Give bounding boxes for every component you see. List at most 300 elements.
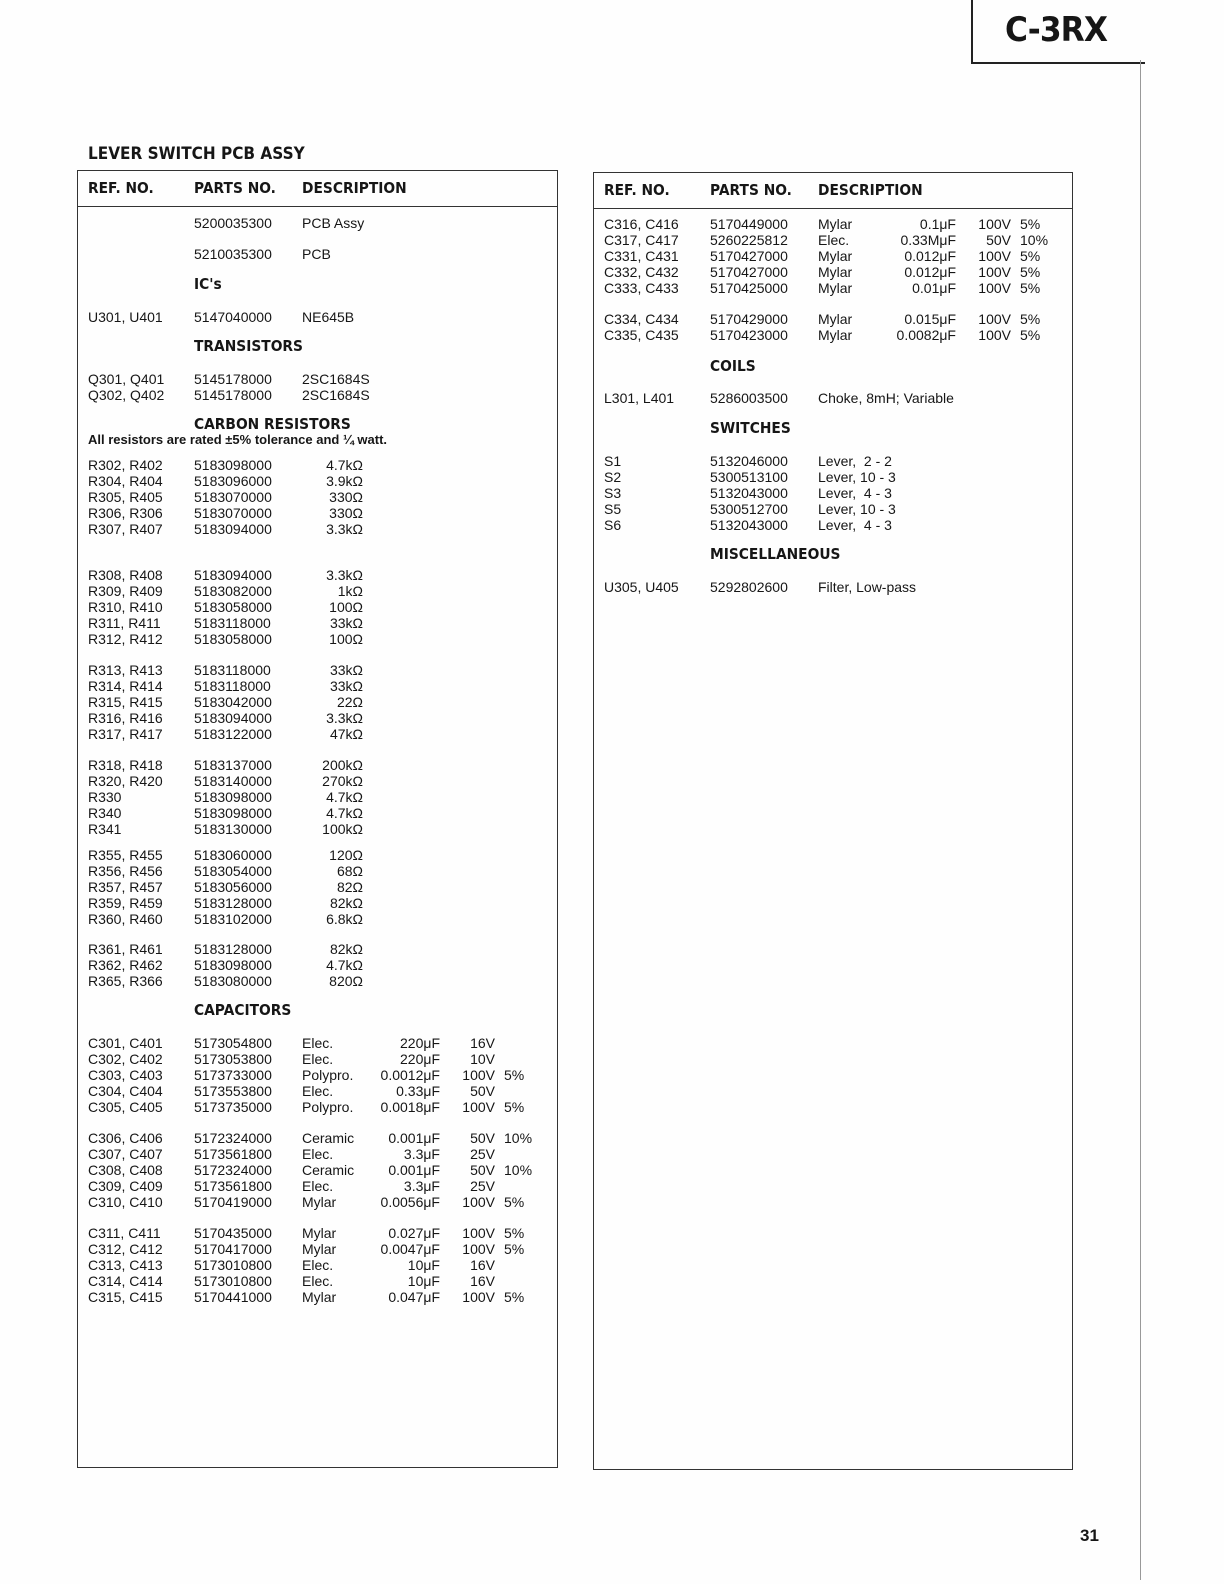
parts-no: 5183118000 — [194, 614, 271, 631]
description: Choke, 8mH; Variable — [818, 390, 954, 406]
transistor-row — [78, 387, 557, 403]
cap-voltage: 100V — [462, 1288, 495, 1305]
parts-no: 5183082000 — [194, 582, 272, 599]
ref-no: U301, U401 — [88, 309, 163, 325]
cap-type: Elec. — [302, 1082, 334, 1099]
section-title: LEVER SWITCH PCB ASSY — [88, 144, 305, 164]
description: Lever, 10 - 3 — [818, 468, 896, 485]
resistor-row — [78, 662, 557, 678]
resistor-row — [78, 821, 557, 837]
ref-no: C313, C413 — [88, 1256, 163, 1273]
coils-heading: COILS — [710, 357, 756, 375]
ref-no: R306, R306 — [88, 504, 163, 521]
cap-type: Mylar — [818, 279, 853, 296]
switch-row — [594, 517, 1072, 533]
parts-no: 5145178000 — [194, 371, 272, 387]
cap-voltage: 100V — [978, 279, 1011, 296]
cap-voltage: 100V — [978, 247, 1011, 264]
capacitors-heading: CAPACITORS — [194, 1001, 292, 1019]
ref-no: R308, R408 — [88, 567, 163, 583]
right-parts-panel — [593, 172, 1073, 1470]
ref-no: S2 — [604, 468, 622, 485]
cap-value: 220μF — [400, 1050, 440, 1067]
parts-no: 5183098000 — [194, 457, 272, 473]
resistance-value: 100kΩ — [322, 820, 363, 837]
ref-no: R313, R413 — [88, 662, 163, 678]
ref-no: R307, R407 — [88, 520, 163, 537]
cap-value: 0.01μF — [912, 279, 956, 296]
parts-no: 5183130000 — [194, 820, 272, 837]
description: Lever, 10 - 3 — [818, 500, 896, 517]
cap-value: 0.012μF — [904, 247, 956, 264]
parts-no: 5200035300 — [194, 215, 272, 231]
ref-no: S6 — [604, 516, 622, 533]
capacitor-row — [78, 1194, 557, 1210]
ref-no: R340 — [88, 804, 122, 821]
cap-tolerance: 5% — [504, 1288, 525, 1305]
description: Filter, Low-pass — [818, 579, 917, 595]
switches-heading: SWITCHES — [710, 419, 791, 437]
capacitor-row — [78, 1083, 557, 1099]
cap-tolerance: 10% — [504, 1161, 533, 1178]
cap-value: 0.0012μF — [380, 1066, 440, 1083]
parts-no: 5173733000 — [194, 1066, 272, 1083]
parts-no: 5170423000 — [710, 326, 788, 343]
cap-type: Elec. — [818, 231, 850, 248]
capacitor-row — [78, 1162, 557, 1178]
parts-no: 5183070000 — [194, 488, 272, 505]
ref-no: C307, C407 — [88, 1145, 163, 1162]
ref-no: R330 — [88, 788, 122, 805]
cap-type: Polypro. — [302, 1066, 354, 1083]
cap-type: Mylar — [302, 1193, 337, 1210]
ref-no: C310, C410 — [88, 1193, 163, 1210]
resistor-row — [78, 521, 557, 537]
cap-value: 0.33μF — [396, 1082, 440, 1099]
parts-no: 5183094000 — [194, 567, 272, 583]
header-description: DESCRIPTION — [302, 179, 407, 197]
resistance-value: 33kΩ — [329, 677, 363, 694]
cap-value: 0.1μF — [919, 216, 956, 232]
resistance-value: 3.3kΩ — [326, 709, 363, 726]
ref-no: L301, L401 — [604, 390, 675, 406]
pcb-row — [78, 246, 557, 262]
cap-voltage: 100V — [462, 1066, 495, 1083]
parts-no: 5183056000 — [194, 878, 272, 895]
resistor-row — [78, 473, 557, 489]
cap-tolerance: 5% — [504, 1225, 525, 1241]
cap-value: 3.3μF — [403, 1145, 440, 1162]
parts-no: 5132046000 — [710, 453, 788, 469]
transistors-heading: TRANSISTORS — [194, 337, 304, 355]
resistance-value: 1kΩ — [337, 582, 363, 599]
resistance-value: 100Ω — [329, 630, 363, 647]
misc-row — [594, 579, 1072, 595]
ref-no: C314, C414 — [88, 1272, 163, 1289]
resistor-rating-note: All resistors are rated ±5% tolerance and ¼ watt. — [88, 432, 388, 447]
capacitor-row — [78, 1146, 557, 1162]
parts-no: 5172324000 — [194, 1130, 272, 1146]
description: 2SC1684S — [302, 386, 370, 403]
parts-no: 5183054000 — [194, 862, 272, 879]
ref-no: C305, C405 — [88, 1098, 163, 1115]
ref-no: R357, R457 — [88, 878, 163, 895]
parts-no: 5183042000 — [194, 693, 272, 710]
cap-voltage: 100V — [462, 1098, 495, 1115]
resistance-value: 200kΩ — [322, 757, 363, 773]
description: Lever, 4 - 3 — [818, 516, 892, 533]
ref-no: R362, R462 — [88, 956, 163, 973]
cap-tolerance: 5% — [504, 1240, 525, 1257]
cap-type: Elec. — [302, 1177, 334, 1194]
capacitor-row — [78, 1241, 557, 1257]
cap-type: Mylar — [818, 247, 853, 264]
cap-value: 0.0082μF — [896, 326, 956, 343]
parts-no: 5183140000 — [194, 772, 272, 789]
capacitor-row — [594, 311, 1072, 327]
cap-voltage: 16V — [470, 1035, 495, 1051]
resistor-row — [78, 789, 557, 805]
parts-no: 5183060000 — [194, 847, 272, 863]
resistor-row — [78, 599, 557, 615]
parts-no: 5183094000 — [194, 709, 272, 726]
ref-no: R341 — [88, 820, 122, 837]
capacitor-row — [78, 1273, 557, 1289]
parts-no: 5170419000 — [194, 1193, 272, 1210]
resistor-row — [78, 678, 557, 694]
parts-no: 5170441000 — [194, 1288, 272, 1305]
capacitor-row — [78, 1099, 557, 1115]
cap-tolerance: 5% — [504, 1098, 525, 1115]
header-description: DESCRIPTION — [818, 181, 923, 199]
ref-no: R318, R418 — [88, 757, 163, 773]
cap-tolerance: 5% — [1020, 216, 1041, 232]
resistance-value: 68Ω — [336, 862, 363, 879]
resistance-value: 22Ω — [336, 693, 363, 710]
ref-no: R305, R405 — [88, 488, 163, 505]
ref-no: C304, C404 — [88, 1082, 163, 1099]
parts-no: 5286003500 — [710, 390, 788, 406]
resistance-value: 4.7kΩ — [326, 804, 363, 821]
resistance-value: 82Ω — [336, 878, 363, 895]
cap-tolerance: 5% — [1020, 279, 1041, 296]
switch-row — [594, 501, 1072, 517]
ref-no: S5 — [604, 500, 622, 517]
capacitor-row — [78, 1067, 557, 1083]
cap-tolerance: 5% — [504, 1193, 525, 1210]
parts-no: 5183122000 — [194, 725, 272, 742]
cap-value: 0.047μF — [388, 1288, 440, 1305]
parts-no: 5183118000 — [194, 677, 271, 694]
parts-no: 5183080000 — [194, 972, 272, 989]
resistor-row — [78, 941, 557, 957]
parts-no: 5170427000 — [710, 247, 788, 264]
cap-type: Mylar — [818, 216, 853, 232]
parts-no: 5260225812 — [710, 231, 788, 248]
cap-voltage: 50V — [470, 1130, 495, 1146]
parts-no: 5145178000 — [194, 386, 272, 403]
cap-tolerance: 5% — [1020, 311, 1041, 327]
resistance-value: 330Ω — [329, 488, 363, 505]
ref-no: R312, R412 — [88, 630, 163, 647]
description: Lever, 2 - 2 — [818, 453, 892, 469]
cap-type: Elec. — [302, 1035, 334, 1051]
resistor-row — [78, 911, 557, 927]
cap-voltage: 25V — [470, 1177, 495, 1194]
description: PCB — [302, 246, 331, 262]
parts-no: 5170429000 — [710, 311, 788, 327]
header-parts-no: PARTS NO. — [710, 181, 792, 199]
ics-heading: IC's — [194, 275, 222, 293]
cap-value: 3.3μF — [403, 1177, 440, 1194]
ref-no: C316, C416 — [604, 216, 679, 232]
ref-no: C306, C406 — [88, 1130, 163, 1146]
capacitor-row — [78, 1289, 557, 1305]
ref-no: R316, R416 — [88, 709, 163, 726]
capacitor-row — [78, 1035, 557, 1051]
resistor-row — [78, 863, 557, 879]
transistor-row — [78, 371, 557, 387]
cap-type: Elec. — [302, 1256, 334, 1273]
ref-no: C309, C409 — [88, 1177, 163, 1194]
parts-no: 5183098000 — [194, 804, 272, 821]
parts-no: 5183137000 — [194, 757, 272, 773]
resistor-row — [78, 895, 557, 911]
cap-type: Mylar — [818, 311, 853, 327]
page-edge-rule — [1140, 60, 1141, 1580]
cap-voltage: 25V — [470, 1145, 495, 1162]
cap-value: 10μF — [407, 1256, 440, 1273]
cap-type: Mylar — [302, 1225, 337, 1241]
cap-type: Mylar — [302, 1288, 337, 1305]
parts-no: 5183096000 — [194, 472, 272, 489]
ref-no: C308, C408 — [88, 1161, 163, 1178]
cap-type: Elec. — [302, 1050, 334, 1067]
resistance-value: 3.3kΩ — [326, 567, 363, 583]
description: 2SC1684S — [302, 371, 370, 387]
cap-value: 0.0056μF — [380, 1193, 440, 1210]
resistor-row — [78, 710, 557, 726]
parts-no: 5173553800 — [194, 1082, 272, 1099]
ref-no: Q302, Q402 — [88, 386, 165, 403]
ref-no: C315, C415 — [88, 1288, 163, 1305]
cap-voltage: 16V — [470, 1272, 495, 1289]
ref-no: C311, C411 — [88, 1225, 161, 1241]
cap-voltage: 100V — [978, 311, 1011, 327]
resistor-row — [78, 567, 557, 583]
cap-value: 0.001μF — [388, 1130, 440, 1146]
parts-no: 5170435000 — [194, 1225, 272, 1241]
cap-tolerance: 5% — [1020, 326, 1041, 343]
cap-voltage: 100V — [978, 216, 1011, 232]
resistor-row — [78, 726, 557, 742]
cap-voltage: 50V — [986, 231, 1011, 248]
capacitor-row — [78, 1130, 557, 1146]
switch-row — [594, 485, 1072, 501]
ref-no: C302, C402 — [88, 1050, 163, 1067]
ref-no: S3 — [604, 484, 622, 501]
resistance-value: 4.7kΩ — [326, 457, 363, 473]
parts-no: 5132043000 — [710, 516, 788, 533]
right-table-header — [594, 173, 1072, 209]
pcb-assy-row — [78, 215, 557, 231]
header-ref-no: REF. NO. — [604, 181, 670, 199]
parts-no: 5300513100 — [710, 468, 788, 485]
parts-no: 5173561800 — [194, 1145, 272, 1162]
ref-no: R356, R456 — [88, 862, 163, 879]
resistance-value: 330Ω — [329, 504, 363, 521]
cap-type: Elec. — [302, 1145, 334, 1162]
resistor-row — [78, 505, 557, 521]
ref-no: R317, R417 — [88, 725, 163, 742]
capacitor-row — [78, 1257, 557, 1273]
ref-no: R365, R366 — [88, 972, 163, 989]
resistance-value: 120Ω — [329, 847, 363, 863]
carbon-resistors-heading: CARBON RESISTORS — [194, 415, 351, 433]
parts-no: 5183058000 — [194, 598, 272, 615]
cap-voltage: 100V — [462, 1240, 495, 1257]
cap-tolerance: 10% — [504, 1130, 533, 1146]
capacitor-row — [594, 232, 1072, 248]
cap-voltage: 100V — [462, 1193, 495, 1210]
parts-no: 5173054800 — [194, 1035, 272, 1051]
cap-type: Mylar — [818, 263, 853, 280]
parts-no: 5147040000 — [194, 309, 272, 325]
capacitor-row — [594, 248, 1072, 264]
cap-value: 0.0047μF — [380, 1240, 440, 1257]
resistance-value: 3.9kΩ — [326, 472, 363, 489]
resistor-row — [78, 957, 557, 973]
ref-no: C332, C432 — [604, 263, 679, 280]
cap-type: Polypro. — [302, 1098, 354, 1115]
ref-no: R355, R455 — [88, 847, 163, 863]
cap-tolerance: 5% — [504, 1066, 525, 1083]
switch-row — [594, 469, 1072, 485]
cap-voltage: 50V — [470, 1161, 495, 1178]
parts-no: 5183094000 — [194, 520, 272, 537]
resistor-row — [78, 583, 557, 599]
parts-no: 5173735000 — [194, 1098, 272, 1115]
ref-no: C334, C434 — [604, 311, 679, 327]
resistor-row — [78, 847, 557, 863]
ref-no: R314, R414 — [88, 677, 163, 694]
parts-no: 5172324000 — [194, 1161, 272, 1178]
resistance-value: 100Ω — [329, 598, 363, 615]
ref-no: R309, R409 — [88, 582, 163, 599]
resistor-row — [78, 457, 557, 473]
resistor-row — [78, 879, 557, 895]
ref-no: C301, C401 — [88, 1035, 163, 1051]
cap-value: 0.001μF — [388, 1161, 440, 1178]
ref-no: C303, C403 — [88, 1066, 163, 1083]
description: NE645B — [302, 309, 355, 325]
ref-no: Q301, Q401 — [88, 371, 165, 387]
ref-no: R359, R459 — [88, 894, 163, 911]
left-table-header — [78, 171, 557, 207]
ic-row — [78, 309, 557, 325]
ref-no: C333, C433 — [604, 279, 679, 296]
resistance-value: 4.7kΩ — [326, 788, 363, 805]
parts-no: 5170417000 — [194, 1240, 272, 1257]
parts-no: 5173010800 — [194, 1256, 272, 1273]
ref-no: R361, R461 — [88, 941, 163, 957]
ref-no: R360, R460 — [88, 910, 163, 927]
resistance-value: 82kΩ — [329, 894, 363, 911]
capacitor-row — [78, 1051, 557, 1067]
resistor-row — [78, 489, 557, 505]
ref-no: R311, R411 — [88, 614, 161, 631]
resistance-value: 6.8kΩ — [326, 910, 363, 927]
cap-type: Mylar — [302, 1240, 337, 1257]
cap-voltage: 50V — [470, 1082, 495, 1099]
ref-no: C317, C417 — [604, 231, 679, 248]
parts-no: 5210035300 — [194, 246, 272, 262]
resistance-value: 33kΩ — [329, 614, 363, 631]
description: Lever, 4 - 3 — [818, 484, 892, 501]
cap-type: Mylar — [818, 326, 853, 343]
cap-value: 10μF — [407, 1272, 440, 1289]
cap-type: Elec. — [302, 1272, 334, 1289]
parts-no: 5183070000 — [194, 504, 272, 521]
ref-no: C335, C435 — [604, 326, 679, 343]
cap-type: Ceramic — [302, 1130, 355, 1146]
capacitor-row — [78, 1225, 557, 1241]
resistance-value: 820Ω — [329, 972, 363, 989]
capacitor-row — [78, 1178, 557, 1194]
coil-row — [594, 390, 1072, 406]
parts-no: 5173053800 — [194, 1050, 272, 1067]
ref-no: R304, R404 — [88, 472, 163, 489]
parts-no: 5183098000 — [194, 956, 272, 973]
parts-no: 5183128000 — [194, 894, 272, 911]
model-title: C-3RX — [1005, 10, 1108, 50]
description: PCB Assy — [302, 215, 365, 231]
parts-no: 5300512700 — [710, 500, 788, 517]
parts-no: 5183102000 — [194, 910, 272, 927]
resistor-row — [78, 773, 557, 789]
miscellaneous-heading: MISCELLANEOUS — [710, 545, 841, 563]
cap-value: 220μF — [400, 1035, 440, 1051]
cap-voltage: 100V — [978, 263, 1011, 280]
resistor-row — [78, 973, 557, 989]
parts-no: 5183128000 — [194, 941, 272, 957]
resistance-value: 270kΩ — [322, 772, 363, 789]
ref-no: R320, R420 — [88, 772, 163, 789]
parts-no: 5292802600 — [710, 579, 788, 595]
switch-row — [594, 453, 1072, 469]
cap-value: 0.027μF — [388, 1225, 440, 1241]
parts-no: 5170427000 — [710, 263, 788, 280]
ref-no: S1 — [604, 453, 622, 469]
resistance-value: 33kΩ — [329, 662, 363, 678]
resistor-row — [78, 805, 557, 821]
parts-no: 5170425000 — [710, 279, 788, 296]
ref-no: U305, U405 — [604, 579, 679, 595]
ref-no: R310, R410 — [88, 598, 163, 615]
resistor-row — [78, 694, 557, 710]
resistance-value: 3.3kΩ — [326, 520, 363, 537]
capacitor-row — [594, 327, 1072, 343]
cap-value: 0.015μF — [904, 311, 956, 327]
cap-value: 0.012μF — [904, 263, 956, 280]
cap-tolerance: 5% — [1020, 263, 1041, 280]
parts-no: 5183058000 — [194, 630, 272, 647]
parts-no: 5183118000 — [194, 662, 271, 678]
resistor-row — [78, 757, 557, 773]
parts-no: 5170449000 — [710, 216, 788, 232]
parts-no: 5173010800 — [194, 1272, 272, 1289]
resistance-value: 4.7kΩ — [326, 956, 363, 973]
